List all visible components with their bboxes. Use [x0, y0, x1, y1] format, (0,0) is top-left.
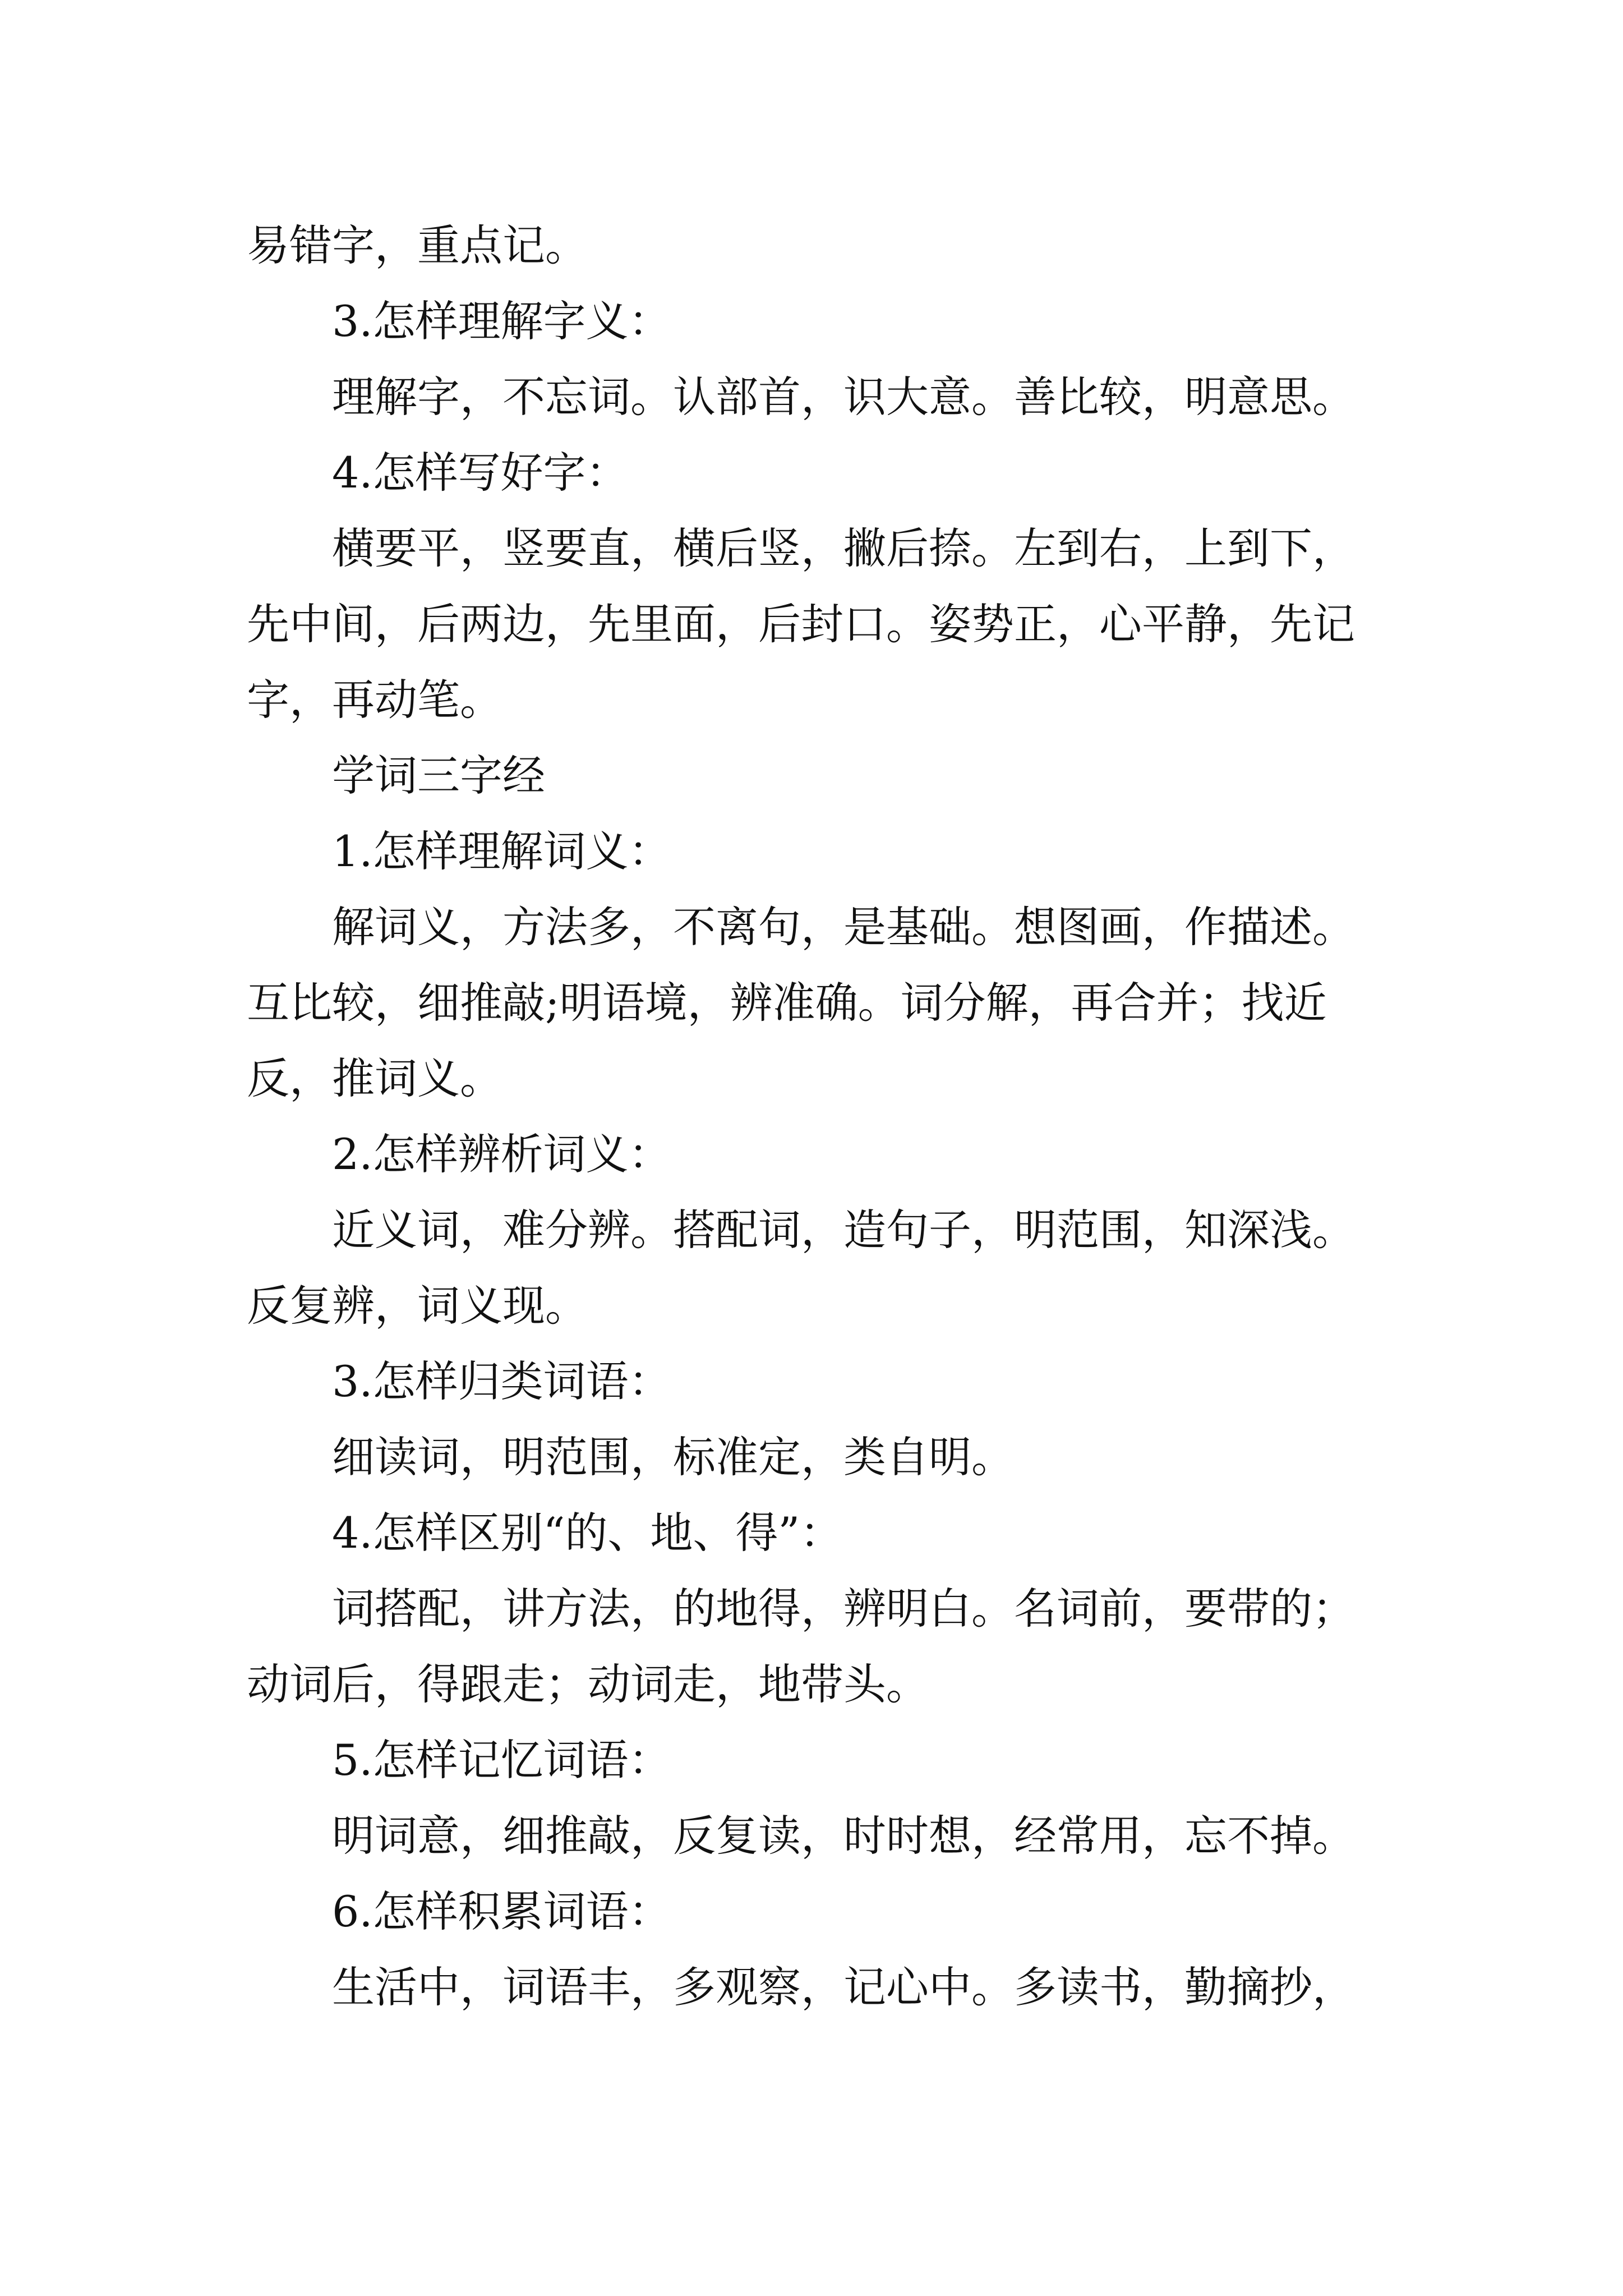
text-line: 横要平，竖要直，横后竖，撇后捺。左到右，上到下，	[332, 523, 1355, 573]
section-heading: 1.怎样理解词义：	[332, 826, 671, 876]
text-line: 反，推词义。	[247, 1053, 502, 1103]
section-heading: 6.怎样积累词语：	[332, 1887, 671, 1936]
text-line: 细读词，明范围，标准定，类自明。	[332, 1432, 1014, 1482]
text-line: 词搭配，讲方法，的地得，辨明白。名词前，要带的；	[332, 1584, 1355, 1634]
document-body	[247, 208, 1424, 2025]
section-heading: 3.怎样理解字义：	[332, 296, 671, 346]
text-line: 解词义，方法多，不离句，是基础。想图画，作描述。	[332, 902, 1355, 952]
text-line: 先中间，后两边，先里面，后封口。姿势正，心平静，先记	[247, 599, 1355, 649]
text-line: 生活中，词语丰，多观察，记心中。多读书，勤摘抄，	[332, 1962, 1355, 2012]
section-heading: 2.怎样辨析词义：	[332, 1129, 671, 1179]
text-line: 互比较，细推敲;明语境，辨准确。词分解，再合并；找近	[247, 978, 1327, 1028]
section-title: 学词三字经	[332, 751, 545, 800]
text-line: 近义词，难分辨。搭配词，造句子，明范围，知深浅。	[332, 1205, 1355, 1255]
section-heading: 4.怎样区别“的、地、得”：	[332, 1508, 843, 1558]
text-line: 反复辨，词义现。	[247, 1281, 588, 1331]
text-line: 字，再动笔。	[247, 675, 502, 725]
section-heading: 4.怎样写好字：	[332, 448, 629, 498]
section-heading: 3.怎样归类词语：	[332, 1356, 671, 1406]
text-line: 动词后，得跟走；动词走，地带头。	[247, 1659, 929, 1709]
text-line: 理解字，不忘词。认部首，识大意。善比较，明意思。	[332, 372, 1355, 422]
section-heading: 5.怎样记忆词语：	[332, 1735, 671, 1785]
text-line: 明词意，细推敲，反复读，时时想，经常用，忘不掉。	[332, 1811, 1355, 1861]
text-line: 易错字，重点记。	[247, 220, 588, 270]
